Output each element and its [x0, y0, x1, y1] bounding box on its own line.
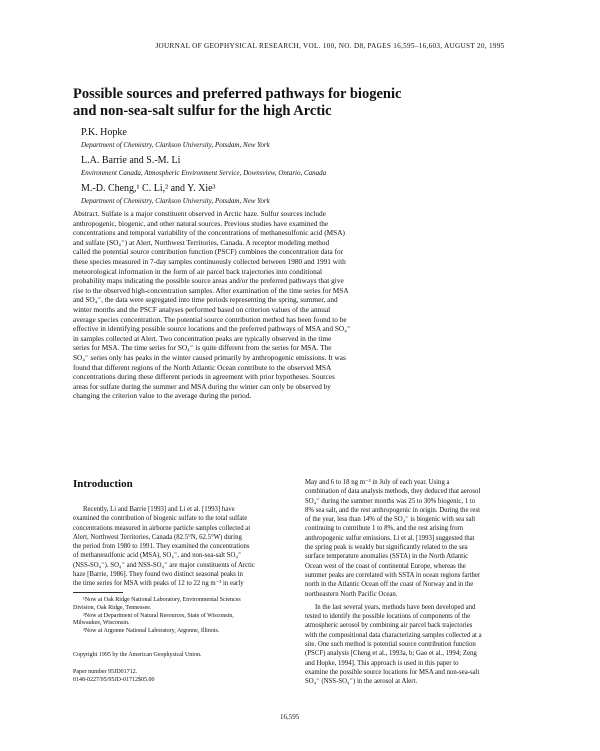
body-line: examine the possible source locations for MSA and non-sea-salt	[305, 668, 480, 676]
body-line: 8% sea salt, and the rest anthropogenic in origin. During the rest	[305, 506, 480, 514]
abstract-line: these species measured in 7-day samples continuously collected between 1980 and 1991 with	[73, 256, 346, 266]
title-line: and non-sea-salt sulfur for the high Arctic	[73, 103, 332, 119]
body-line: Recently, Li and Barrie [1993] and Li et al. [1993] have	[83, 506, 235, 513]
footnote-line: ³Now at Argonne National Laboratory, Argonne, Illinois.	[83, 628, 220, 635]
body-line: In the last several years, methods have been developed and	[315, 603, 476, 611]
abstract-line: effective in identifying possible source locations and the preferred pathways of MSA and SO₄⁼	[73, 324, 351, 334]
body-line: continuing to contribute 1 to 8%, and the rest arising from	[305, 525, 463, 533]
body-line: surface temperature anomalies (SSTA) in the North Atlantic	[305, 553, 469, 561]
abstract-line: probability maps indicating the possible source areas and/or the preferred pathways that give	[73, 276, 344, 286]
author-name: L.A. Barrie and S.-M. Li	[81, 155, 181, 166]
body-line: northeastern North Pacific Ocean.	[305, 590, 398, 598]
body-line: with the compositional data characterizing samples collected at a	[305, 631, 482, 639]
body-line: Ocean west of the coast of continental Europe, whereas the	[305, 562, 466, 570]
page-number: 16,595	[280, 713, 300, 721]
footnote-line: ²Now at Department of Natural Resources, State of Wisconsin,	[83, 612, 234, 619]
body-line: site. One such method is potential source contribution function	[305, 641, 476, 649]
abstract-line: winter months and the PSCF analyses performed based on criterion values of the annual	[73, 304, 331, 314]
author-affiliation: Department of Chemistry, Clarkson University, Potsdam, New York	[81, 197, 270, 205]
body-line: and Hopke, 1994]. This approach is used in this paper to	[305, 659, 459, 667]
body-line: concentrations measured in airborne particle samples collected at	[73, 524, 251, 532]
abstract-line: meteorological information in the form of air parcel back trajectories into conditional	[73, 266, 323, 276]
footnote-line: Division, Oak Ridge, Tennessee.	[73, 604, 152, 611]
body-line: combination of data analysis methods, they deduced that aerosol	[305, 488, 481, 496]
body-line: examined the contribution of biogenic sulfate to the total sulfate	[73, 515, 248, 523]
abstract-line: average species concentration. The potential source contribution method has been found to be	[73, 314, 347, 324]
abstract-line: SO₄⁼ series only has peaks in the winter caused primarily by anthropogenic emissions. It was	[73, 352, 346, 362]
author-affiliation: Department of Chemistry, Clarkson University, Potsdam, New York	[81, 141, 270, 149]
abstract-line: changing the criterion value to the average during the period.	[73, 391, 252, 401]
abstract-line: in samples collected at Alert. Two concentration peaks are typically observed in the time	[73, 333, 332, 343]
body-line: north in the Atlantic Ocean off the coast of Norway and in the	[305, 581, 474, 589]
body-line: the time series for MSA with peaks of 12 to 22 ng m⁻³ in early	[73, 580, 244, 588]
introduction-heading: Introduction	[73, 478, 133, 490]
abstract-line: concentrations and temporal variability of the concentrations of methanesulfonic acid (MSA)	[73, 228, 345, 238]
body-line: summer peaks are correlated with SSTA in ocean regions farther	[305, 571, 481, 579]
body-line: May and 6 to 18 ng m⁻³ in July of each year. Using a	[305, 479, 450, 486]
paper-title	[73, 86, 513, 120]
abstract-line: concentrations during these different periods in agreement with prior hypotheses. Sources	[73, 372, 335, 382]
author-name: M.-D. Cheng,¹ C. Li,² and Y. Xie³	[81, 183, 216, 194]
abstract	[73, 209, 543, 401]
body-line: of methanesulfonic acid (MSA), SO₄⁼, and non-sea-salt SO₄⁼	[73, 552, 242, 560]
body-line: (NSS-SO₄⁼). SO₄⁼ and NSS-SO₄⁼ are major constituents of Arctic	[73, 561, 255, 569]
author-affiliation: Environment Canada, Atmospheric Environment Service, Downsview, Ontario, Canada	[81, 169, 327, 177]
abstract-line: anthropogenic, biogenic, and other natural sources. Previous studies have examined the	[73, 218, 329, 228]
right-column	[305, 478, 540, 687]
footnotes	[73, 597, 291, 636]
body-line: of the year, less than 14% of the SO₄⁼ is biogenic with sea salt	[305, 516, 476, 524]
title-line: Possible sources and preferred pathways for biogenic	[73, 86, 402, 102]
journal-header: JOURNAL OF GEOPHYSICAL RESEARCH, VOL. 100, NO. D8, PAGES 16,595–16,603, AUGUST 20, 1995	[155, 42, 505, 50]
abstract-line: called the potential source contribution function (PSCF) combines the concentration data for	[73, 247, 344, 257]
left-column	[73, 505, 291, 589]
abstract-line: Abstract. Sulfate is a major constituent observed in Arctic haze. Sulfur sources include	[73, 209, 326, 218]
body-line: the spring peak is weakly but significantly related to the sea	[305, 544, 468, 552]
author-name: P.K. Hopke	[81, 127, 127, 138]
body-line: anthropogenic sulfur emissions. Li et al. [1993] suggested that	[305, 534, 475, 542]
body-line: the period from 1980 to 1991. They examined the concentrations	[73, 543, 250, 551]
abstract-line: series for MSA. The time series for SO₄⁼ is quite different from the series for MSA. The	[73, 343, 332, 353]
issn-code: 0148-0227/95/95JD-01712$05.00	[73, 677, 155, 683]
footnote-line: Milwaukee, Wisconsin.	[73, 620, 130, 627]
abstract-line: and sulfate (SO₄⁼) at Alert, Northwest Territories, Canada. A receptor modeling method	[73, 237, 330, 247]
body-line: SO₄⁼ during the summer months was 25 to 30% biogenic, 1 to	[305, 497, 476, 505]
copyright-notice: Copyright 1995 by the American Geophysical Union.	[73, 652, 202, 658]
abstract-line: and SO₄⁼, the data were segregated into time periods representing the spring, summer, and	[73, 295, 338, 305]
body-line: (PSCF) analysis [Cheng et al., 1993a, b; Gao et al., 1994; Zeng	[305, 650, 477, 658]
footnote-divider	[73, 592, 123, 593]
footnote-line: ¹Now at Oak Ridge National Laboratory, Environmental Sciences	[83, 597, 241, 603]
body-line: SO₄⁼ (NSS-SO₄⁼) in the aerosol at Alert.	[305, 678, 418, 686]
body-line: haze [Barrie, 1986]. They found two distinct seasonal peaks in	[73, 571, 243, 579]
body-line: atmospheric aerosol by combining air parcel back trajectories	[305, 622, 473, 630]
abstract-line: areas for sulfate during the summer and MSA during the winter can only be observed by	[73, 381, 331, 391]
abstract-line: rise to the observed high-concentration samples. After examination of the time series for MSA	[73, 285, 349, 295]
body-line: Alert, Northwest Territories, Canada (82.5°N, 62.5°W) during	[73, 533, 242, 541]
body-line: tested to identify the possible locations of components of the	[305, 613, 471, 621]
abstract-line: found that different regions of the North Atlantic Ocean contribute to the observed MSA	[73, 362, 332, 372]
paper-number: Paper number 95JD01712.	[73, 669, 138, 675]
